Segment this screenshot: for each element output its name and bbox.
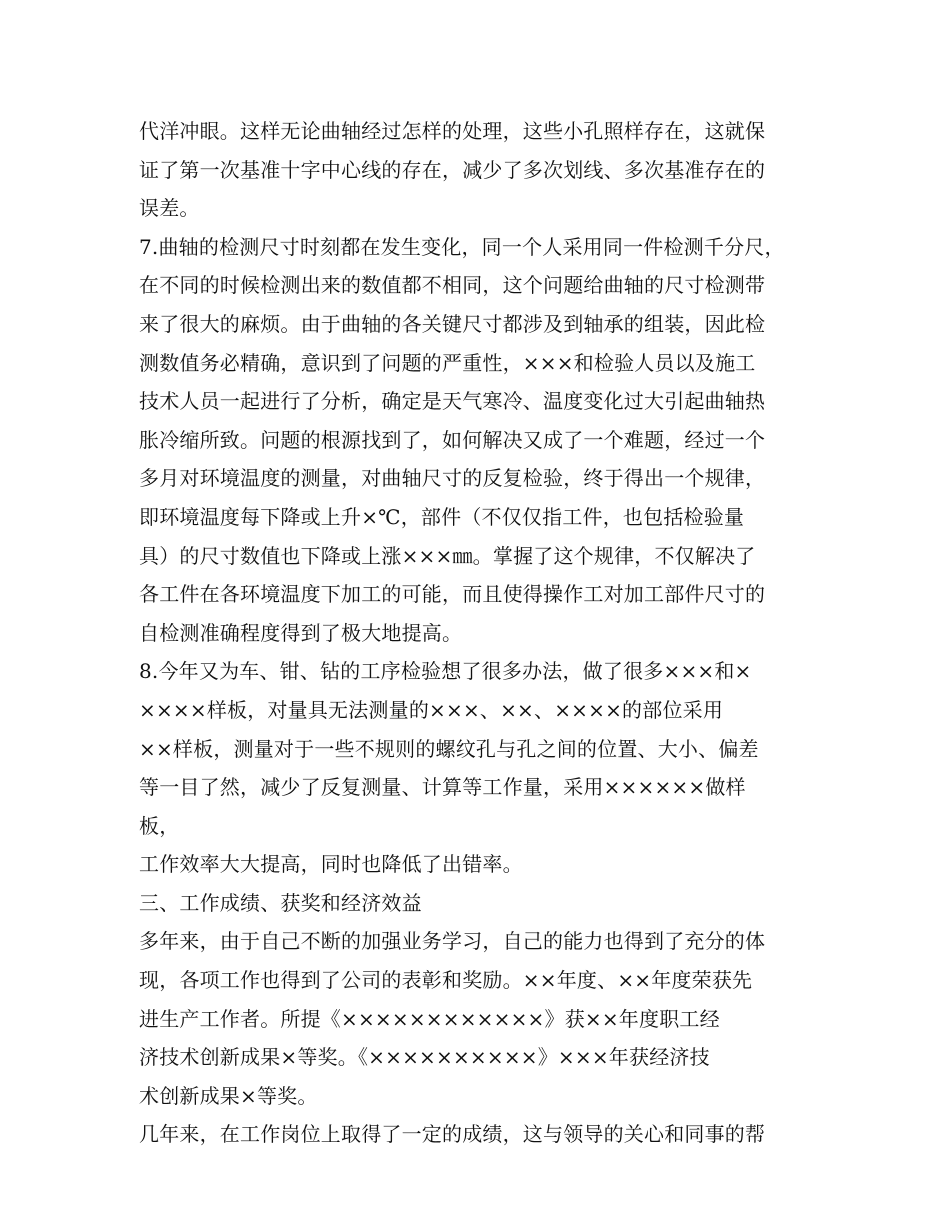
text-line: 证了第一次基准十字中心线的存在，减少了多次划线、多次基准存在的	[139, 157, 766, 182]
text-line: 7.曲轴的检测尺寸时刻都在发生变化，同一个人采用同一件检测千分尺，	[139, 234, 785, 259]
text-line: 胀冷缩所致。问题的根源找到了，如何解决又成了一个难题，经过一个	[139, 427, 766, 452]
text-line: 即环境温度每下降或上升×℃，部件（不仅仅指工件，也包括检验量	[139, 504, 745, 529]
text-line: 多月对环境温度的测量，对曲轴尺寸的反复检验，终于得出一个规律，	[139, 466, 766, 491]
text-line: 具）的尺寸数值也下降或上涨×××㎜。掌握了这个规律，不仅解决了	[139, 543, 756, 568]
text-line: ××××样板，对量具无法测量的×××、××、××××的部位采用	[139, 697, 724, 722]
text-line: 测数值务必精确，意识到了问题的严重性，×××和检验人员以及施工	[139, 350, 756, 375]
text-line: 术创新成果×等奖。	[139, 1083, 318, 1108]
text-line: 板，	[139, 813, 180, 838]
text-line: 多年来，由于自己不断的加强业务学习，自己的能力也得到了充分的体	[139, 929, 766, 954]
text-line: ××样板，测量对于一些不规则的螺纹孔与孔之间的位置、大小、偏差	[139, 736, 759, 761]
text-line: 来了很大的麻烦。由于曲轴的各关键尺寸都涉及到轴承的组装，因此检	[139, 311, 766, 336]
text-line: 等一目了然，减少了反复测量、计算等工作量，采用××××××做样	[139, 775, 746, 800]
text-line: 现，各项工作也得到了公司的表彰和奖励。××年度、××年度荣获先	[139, 968, 753, 993]
text-line: 工作效率大大提高，同时也降低了出错率。	[139, 852, 523, 877]
text-line: 在不同的时候检测出来的数值都不相同，这个问题给曲轴的尺寸检测带	[139, 273, 766, 298]
text-line: 代洋冲眼。这样无论曲轴经过怎样的处理，这些小孔照样存在，这就保	[139, 119, 766, 143]
text-line: 误差。	[139, 196, 200, 221]
body-text	[139, 112, 829, 1154]
text-line: 技术人员一起进行了分析，确定是天气寒冷、温度变化过大引起曲轴热	[139, 389, 766, 414]
text-line: 几年来，在工作岗位上取得了一定的成绩，这与领导的关心和同事的帮	[139, 1122, 766, 1147]
text-line: 济技术创新成果×等奖。《××××××××××》×××年获经济技	[139, 1045, 710, 1070]
text-line: 进生产工作者。所提《××××××××××××》获××年度职工经	[139, 1006, 720, 1031]
text-line: 各工件在各环境温度下加工的可能，而且使得操作工对加工部件尺寸的	[139, 582, 766, 607]
text-line: 自检测准确程度得到了极大地提高。	[139, 620, 463, 645]
text-line: 8.今年又为车、钳、钻的工序检验想了很多办法，做了很多×××和×	[139, 659, 752, 684]
section-heading: 三、工作成绩、获奖和经济效益	[139, 890, 422, 915]
